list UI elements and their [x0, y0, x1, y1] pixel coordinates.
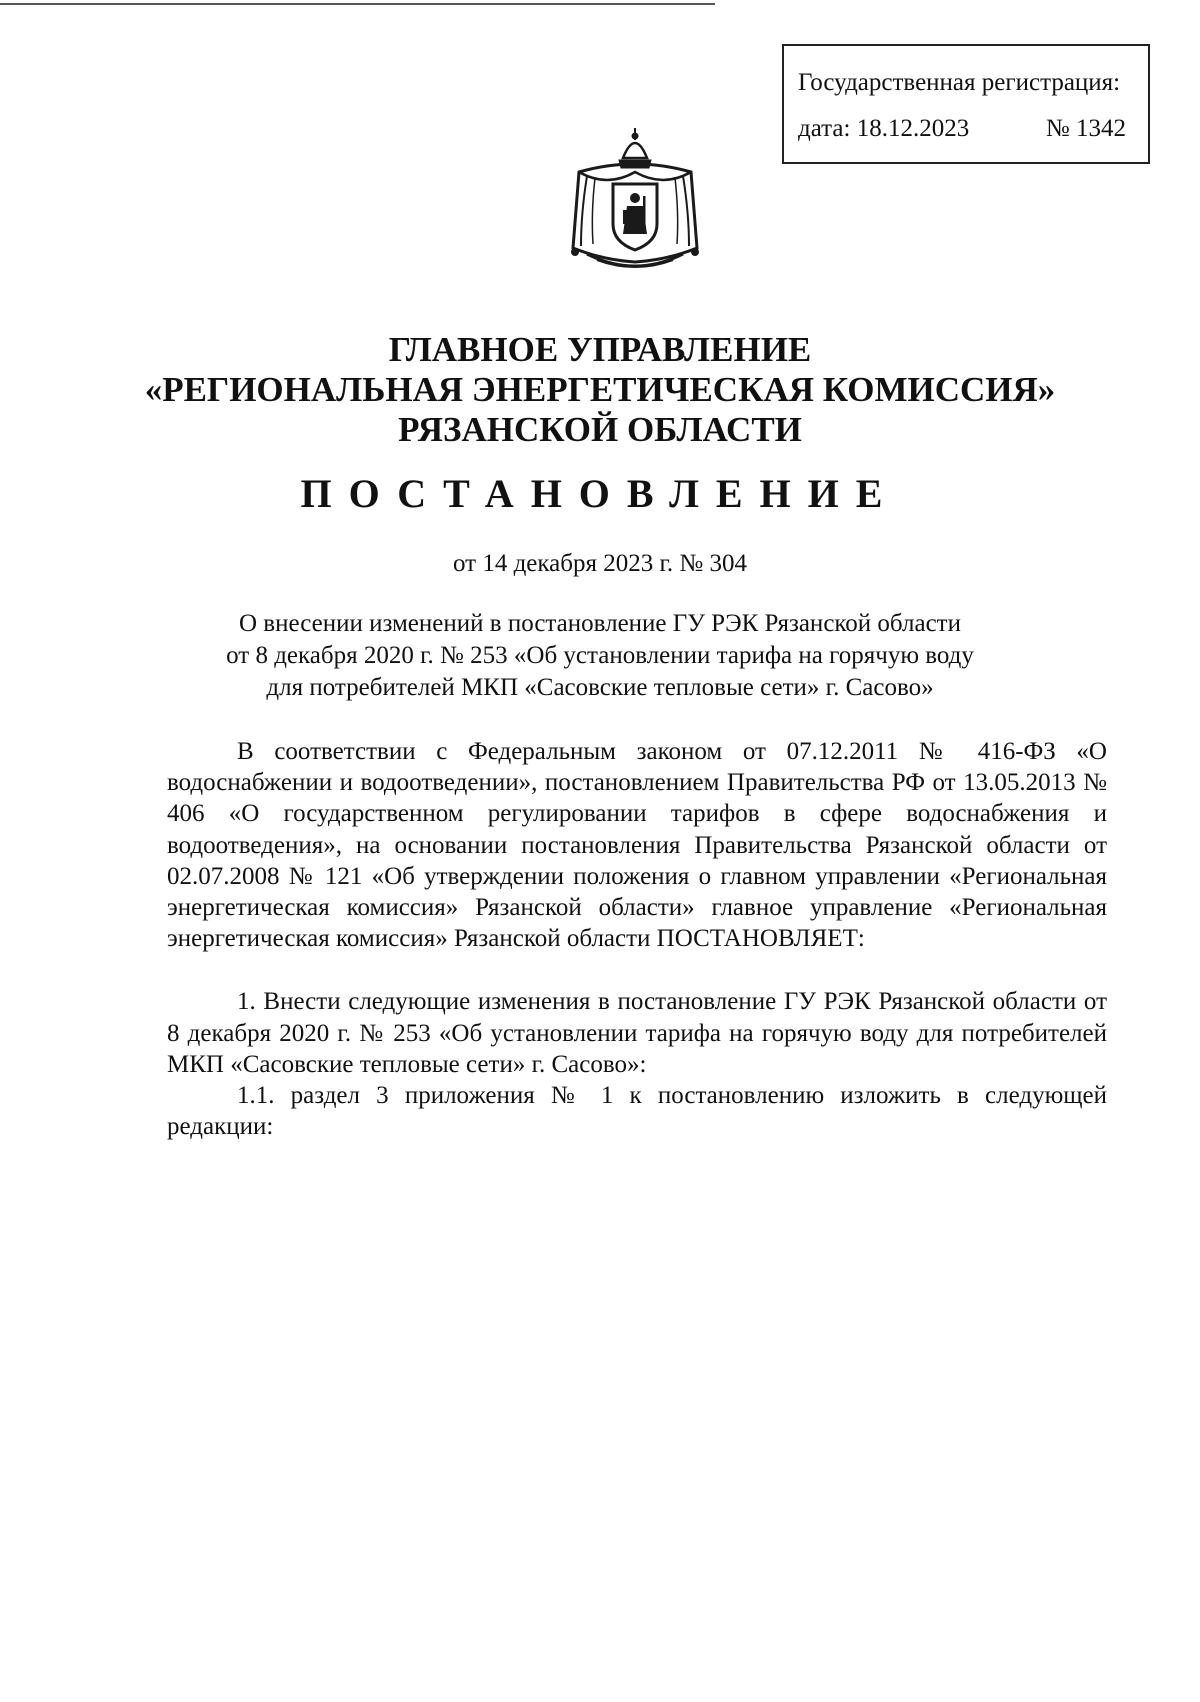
registration-date: дата: 18.12.2023 — [798, 115, 970, 142]
document-subject-line: для потребителей МКП «Сасовские тепловые сети» г. Сасово» — [266, 674, 934, 701]
document-subject-line: О внесении изменений в постановление ГУ РЭК Рязанской области — [239, 610, 961, 637]
document-subject-line: от 8 декабря 2020 г. № 253 «Об установлении тарифа на горячую воду — [226, 642, 974, 669]
item-1-paragraph: 1. Внести следующие изменения в постановление ГУ РЭК Рязанской области от 8 декабря 2020 г. № 253 «Об установлении тарифа на горячую воду для потребителей МКП «Сасовские тепловые сети» г. Сасово»: — [167, 988, 1107, 1078]
ryazan-oblast-coat-of-arms-icon — [557, 128, 713, 278]
document-body — [167, 736, 1107, 1142]
organization-title — [0, 330, 1200, 450]
registration-title: Государственная регистрация: — [798, 69, 1121, 96]
document-type-heading: ПОСТАНОВЛЕНИЕ — [300, 471, 900, 516]
scan-edge-line — [0, 3, 715, 5]
document-subject — [160, 608, 1040, 704]
organization-title-line-3: РЯЗАНСКОЙ ОБЛАСТИ — [398, 410, 802, 449]
organization-title-line-1: ГЛАВНОЕ УПРАВЛЕНИЕ — [388, 330, 812, 369]
registration-number: № 1342 — [1045, 115, 1126, 142]
preamble-paragraph: В соответствии с Федеральным законом от 07.12.2011 № 416-ФЗ «О водоснабжении и водоотведении», постановлением Правительства РФ от 13.05.2013 № 406 «О государственном регулировании тарифов в сфере водоснабжения и водоотведения», на основании постановления Правительства Рязанской области от 02.07.2008 № 121 «Об утверждении положения о главном управлении «Региональная энергетическая комиссия» Рязанской области» главное управление «Региональная энергетическая комиссия» Рязанской области ПОСТАНОВЛЯЕТ: — [167, 738, 1107, 953]
organization-title-line-2: «РЕГИОНАЛЬНАЯ ЭНЕРГЕТИЧЕСКАЯ КОМИССИЯ» — [144, 370, 1056, 409]
document-date-number: от 14 декабря 2023 г. № 304 — [452, 550, 748, 577]
registration-stamp — [782, 44, 1150, 164]
item-1-1-paragraph: 1.1. раздел 3 приложения № 1 к постановлению изложить в следующей редакции: — [167, 1082, 1107, 1141]
